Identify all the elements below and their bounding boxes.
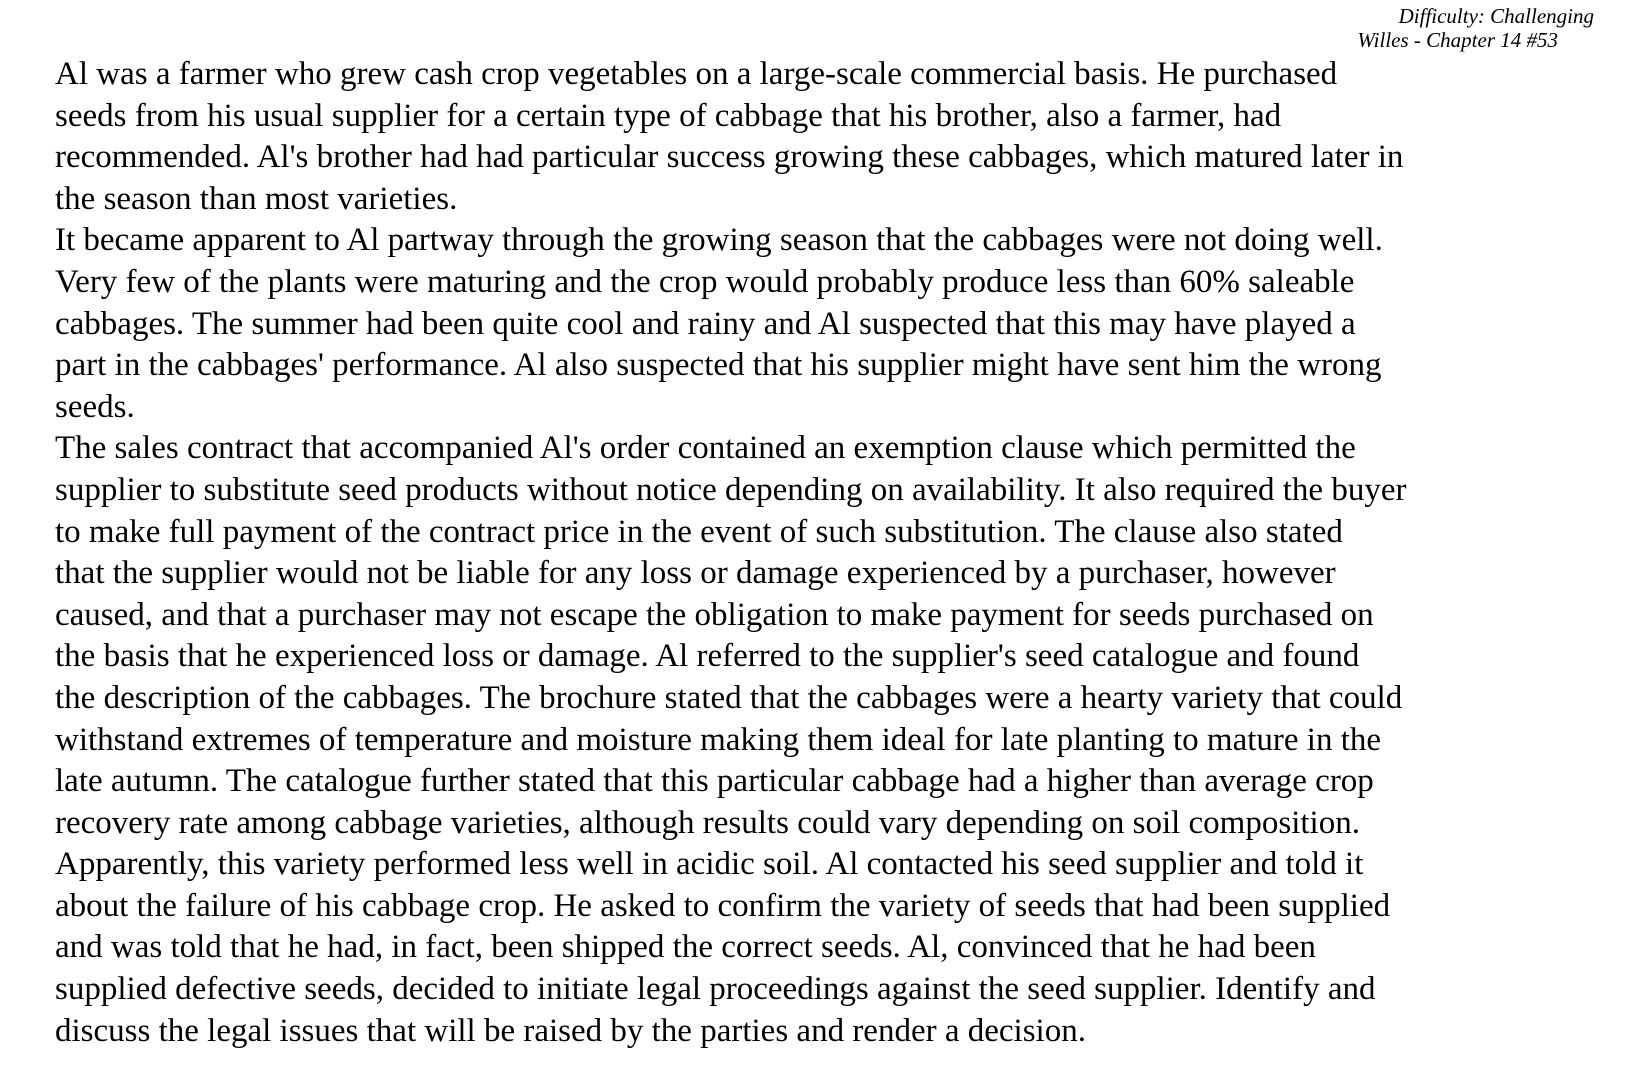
- text-line: recommended. Al's brother had had particular success growing these cabbages, which matured later in: [55, 139, 1404, 176]
- paragraph-3: [55, 428, 1615, 1052]
- text-line: caused, and that a purchaser may not escape the obligation to make payment for seeds purchased on: [55, 596, 1374, 633]
- text-line: The sales contract that accompanied Al's order contained an exemption clause which permitted the: [55, 430, 1356, 467]
- text-line: Very few of the plants were maturing and the crop would probably produce less than 60% saleable: [55, 263, 1355, 300]
- question-text: [55, 54, 1615, 1052]
- question-metadata: [1357, 4, 1594, 52]
- text-line: seeds from his usual supplier for a certain type of cabbage that his brother, also a farmer, had: [55, 97, 1282, 134]
- text-line: late autumn. The catalogue further stated that this particular cabbage had a higher than average crop: [55, 763, 1374, 800]
- text-line: the season than most varieties.: [55, 180, 458, 217]
- text-line: discuss the legal issues that will be raised by the parties and render a decision.: [55, 1012, 1086, 1049]
- paragraph-1: [55, 54, 1615, 220]
- paragraph-2: [55, 220, 1615, 428]
- chapter-reference: Willes - Chapter 14 #53: [1357, 28, 1558, 52]
- text-line: cabbages. The summer had been quite cool and rainy and Al suspected that this may have played a: [55, 305, 1356, 342]
- text-line: the description of the cabbages. The brochure stated that the cabbages were a hearty variety that could: [55, 679, 1403, 716]
- difficulty-label: Difficulty: Challenging: [1398, 4, 1594, 28]
- text-line: Al was a farmer who grew cash crop vegetables on a large-scale commercial basis. He purchased: [55, 56, 1338, 92]
- text-line: the basis that he experienced loss or damage. Al referred to the supplier's seed catalogue and found: [55, 638, 1360, 675]
- text-line: part in the cabbages' performance. Al also suspected that his supplier might have sent him the wrong: [55, 347, 1382, 384]
- text-line: to make full payment of the contract price in the event of such substitution. The clause also stated: [55, 513, 1343, 550]
- text-line: about the failure of his cabbage crop. He asked to confirm the variety of seeds that had been supplied: [55, 887, 1391, 924]
- text-line: seeds.: [55, 388, 135, 425]
- text-line: supplied defective seeds, decided to initiate legal proceedings against the seed supplier. Identify and: [55, 971, 1376, 1008]
- text-line: It became apparent to Al partway through the growing season that the cabbages were not doing well.: [55, 222, 1383, 259]
- text-line: supplier to substitute seed products without notice depending on availability. It also required the buyer: [55, 471, 1407, 508]
- text-line: that the supplier would not be liable for any loss or damage experienced by a purchaser, however: [55, 555, 1336, 592]
- text-line: withstand extremes of temperature and moisture making them ideal for late planting to mature in the: [55, 721, 1382, 758]
- text-line: recovery rate among cabbage varieties, although results could vary depending on soil composition.: [55, 804, 1360, 841]
- text-line: Apparently, this variety performed less well in acidic soil. Al contacted his seed supplier and told it: [55, 846, 1364, 883]
- text-line: and was told that he had, in fact, been shipped the correct seeds. Al, convinced that he had been: [55, 929, 1316, 966]
